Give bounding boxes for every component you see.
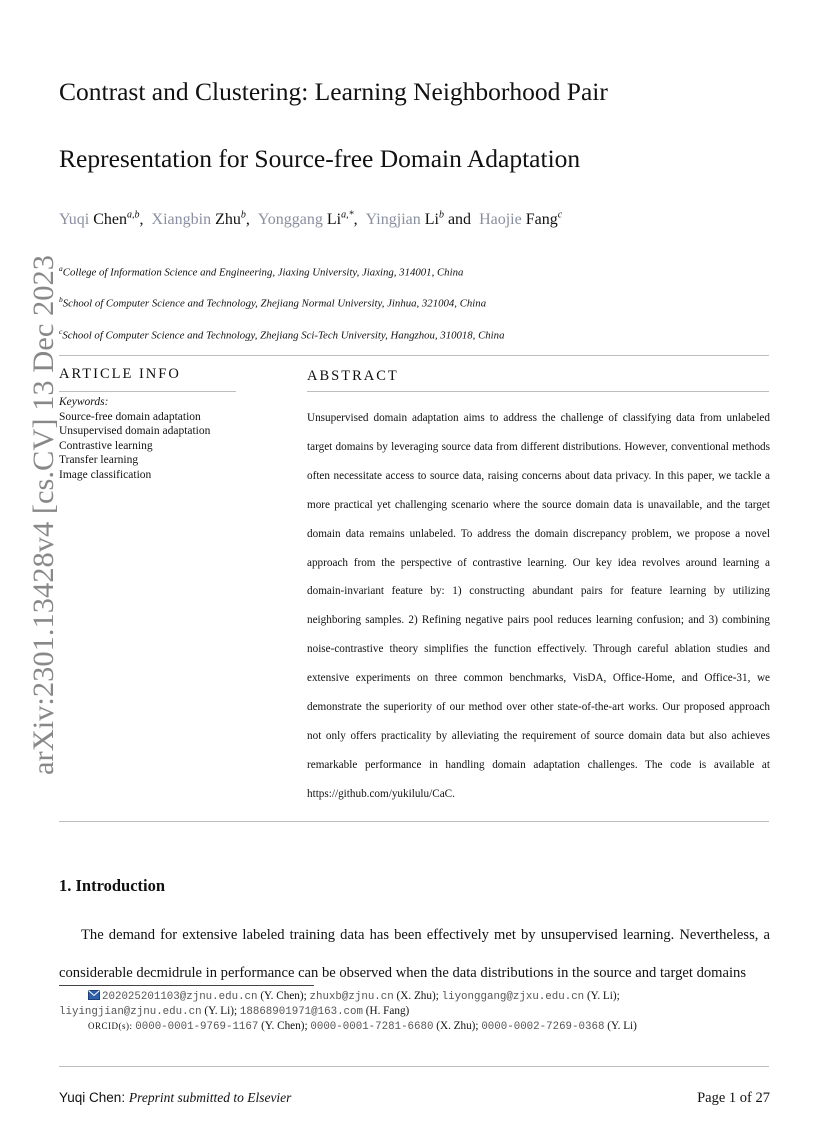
- email-owner: (Y. Chen);: [257, 990, 310, 1002]
- running-footer: [59, 1090, 291, 1106]
- author-list: [59, 210, 570, 229]
- author-affiliation-mark: c: [557, 210, 563, 221]
- footer-author: Yuqi Chen: [59, 1090, 122, 1105]
- footnote-rule: [59, 985, 314, 986]
- author-name: [152, 211, 250, 228]
- article-info-divider: [59, 391, 236, 392]
- article-info-heading: ARTICLE INFO: [59, 366, 181, 382]
- affiliation-b: [59, 295, 486, 310]
- orcid-link[interactable]: 0000-0001-7281-6680: [310, 1021, 434, 1033]
- email-link[interactable]: zhuxb@zjnu.cn: [309, 991, 394, 1003]
- author-first-name: Yonggang: [257, 211, 323, 229]
- footer-divider: [59, 1066, 769, 1067]
- author-name: [479, 211, 562, 228]
- author-name: [59, 211, 144, 228]
- author-last-name: Li: [424, 211, 439, 229]
- paper-title-line2: Representation for Source-free Domain Adaptation: [59, 144, 581, 173]
- orcid-link[interactable]: 0000-0001-9769-1167: [135, 1021, 259, 1033]
- affiliation-a: [59, 264, 463, 279]
- affiliation-mark: c: [59, 327, 63, 336]
- author-last-name: Li: [326, 211, 342, 229]
- author-last-name: Chen: [93, 211, 128, 229]
- author-separator: ,: [353, 211, 358, 229]
- arxiv-stamp: [16, 250, 64, 780]
- orcid-owner: (Y. Li): [604, 1020, 637, 1032]
- affiliation-c: [59, 327, 504, 342]
- author-name: [258, 211, 358, 228]
- author-last-name: Fang: [525, 211, 558, 229]
- keywords-label: Keywords:: [59, 396, 109, 408]
- author-separator: ,: [139, 211, 144, 229]
- abstract-end-divider: [59, 821, 769, 822]
- author-affiliation-mark: b: [240, 210, 246, 221]
- email-owner: (Y. Li);: [201, 1005, 240, 1017]
- email-owner: (X. Zhu);: [393, 990, 442, 1002]
- author-first-name: Haojie: [479, 211, 522, 229]
- author-separator: ,: [245, 211, 250, 229]
- abstract-divider: [307, 391, 769, 392]
- email-link[interactable]: liyonggang@zjxu.edu.cn: [441, 991, 585, 1003]
- footer-note: Preprint submitted to Elsevier: [128, 1090, 292, 1105]
- footer-colon: :: [121, 1090, 129, 1105]
- orcid-owner: (X. Zhu);: [433, 1020, 482, 1032]
- keyword-item: Unsupervised domain adaptation: [59, 425, 211, 438]
- affiliation-mark: b: [59, 295, 63, 304]
- affiliation-text: School of Computer Science and Technology, Zhejiang Sci-Tech University, Hangzhou, 310018, China: [62, 329, 505, 342]
- keyword-item: Transfer learning: [59, 454, 139, 467]
- introduction-paragraph: The demand for extensive labeled training data has been effectively met by unsupervised learning. Nevertheless, a considerable decmidrule in performance can be observed when the data distributions in the source and target domains: [59, 927, 770, 981]
- keyword-item: Image classification: [59, 468, 152, 481]
- keywords-list: [59, 410, 210, 482]
- abstract-heading: ABSTRACT: [307, 368, 399, 384]
- keyword-item: Source-free domain adaptation: [59, 411, 201, 423]
- orcid-owner: (Y. Chen);: [258, 1020, 311, 1032]
- orcid-link[interactable]: 0000-0002-7269-0368: [481, 1021, 605, 1033]
- page-number: Page 1 of 27: [697, 1090, 770, 1106]
- email-link[interactable]: 18868901971@163.com: [239, 1006, 363, 1018]
- author-last-name: Zhu: [215, 211, 241, 229]
- affiliation-mark: a: [59, 264, 63, 273]
- author-first-name: Yuqi: [59, 211, 90, 229]
- author-first-name: Yingjian: [365, 211, 421, 229]
- email-link[interactable]: 202025201103@zjnu.edu.cn: [102, 991, 258, 1003]
- orcid-label: ORCID(s):: [88, 1021, 136, 1031]
- email-owner: (H. Fang): [362, 1005, 410, 1017]
- footnote-orcids: [88, 1019, 637, 1036]
- author-first-name: Xiangbin: [151, 211, 212, 229]
- header-divider: [59, 355, 769, 356]
- affiliation-text: College of Information Science and Engineering, Jiaxing University, Jiaxing, 314001, China: [62, 266, 464, 279]
- author-affiliation-mark: b: [438, 210, 444, 221]
- email-link[interactable]: liyingjian@zjnu.edu.cn: [59, 1006, 202, 1018]
- arxiv-id: arXiv:2301.13428v4 [cs.CV] 13 Dec 2023: [27, 263, 60, 775]
- paper-title-line1: Contrast and Clustering: Learning Neighborhood Pair: [59, 77, 608, 106]
- email-owner: (Y. Li);: [584, 990, 620, 1002]
- abstract-text: Unsupervised domain adaptation aims to address the challenge of classifying data from unlabeled target domains by leveraging source data from different distributions. However, conventional methods often necessitate access to source data, raising concerns about data privacy. In this paper, we tackle a more practical yet challenging scenario where the source domain data is unavailable, and the target domain data remains unlabeled. To address the domain discrepancy problem, we propose a novel approach from the perspective of contrastive learning. Our key idea revolves around learning a domain-invariant feature by: 1) constructing abundant pairs for feature learning by utilizing neighboring samples. 2) Refining negative pairs pool reduces learning confusion; and 3) combining noise-contrastive theory simplifies the function effectively. Through careful ablation studies and extensive experiments on three common benchmarks, VisDA, Office-Home, and Office-31, we demonstrate the superiority of our method over other state-of-the-art works. Our proposed approach not only offers practicality by alleviating the requirement of source domain data but also achieves remarkable performance in handling domain adaptation challenges. The code is available at https://github.com/yukilulu/CaC.: [307, 412, 770, 800]
- author-separator: and: [443, 211, 472, 229]
- section-heading-introduction: 1. Introduction: [59, 876, 166, 895]
- affiliation-text: School of Computer Science and Technology, Zhejiang Normal University, Jinhua, 321004, China: [62, 297, 487, 310]
- keyword-item: Contrastive learning: [59, 439, 153, 452]
- author-name: [366, 211, 471, 228]
- author-affiliation-mark: a,*: [341, 210, 354, 221]
- author-affiliation-mark: a,b: [127, 210, 140, 221]
